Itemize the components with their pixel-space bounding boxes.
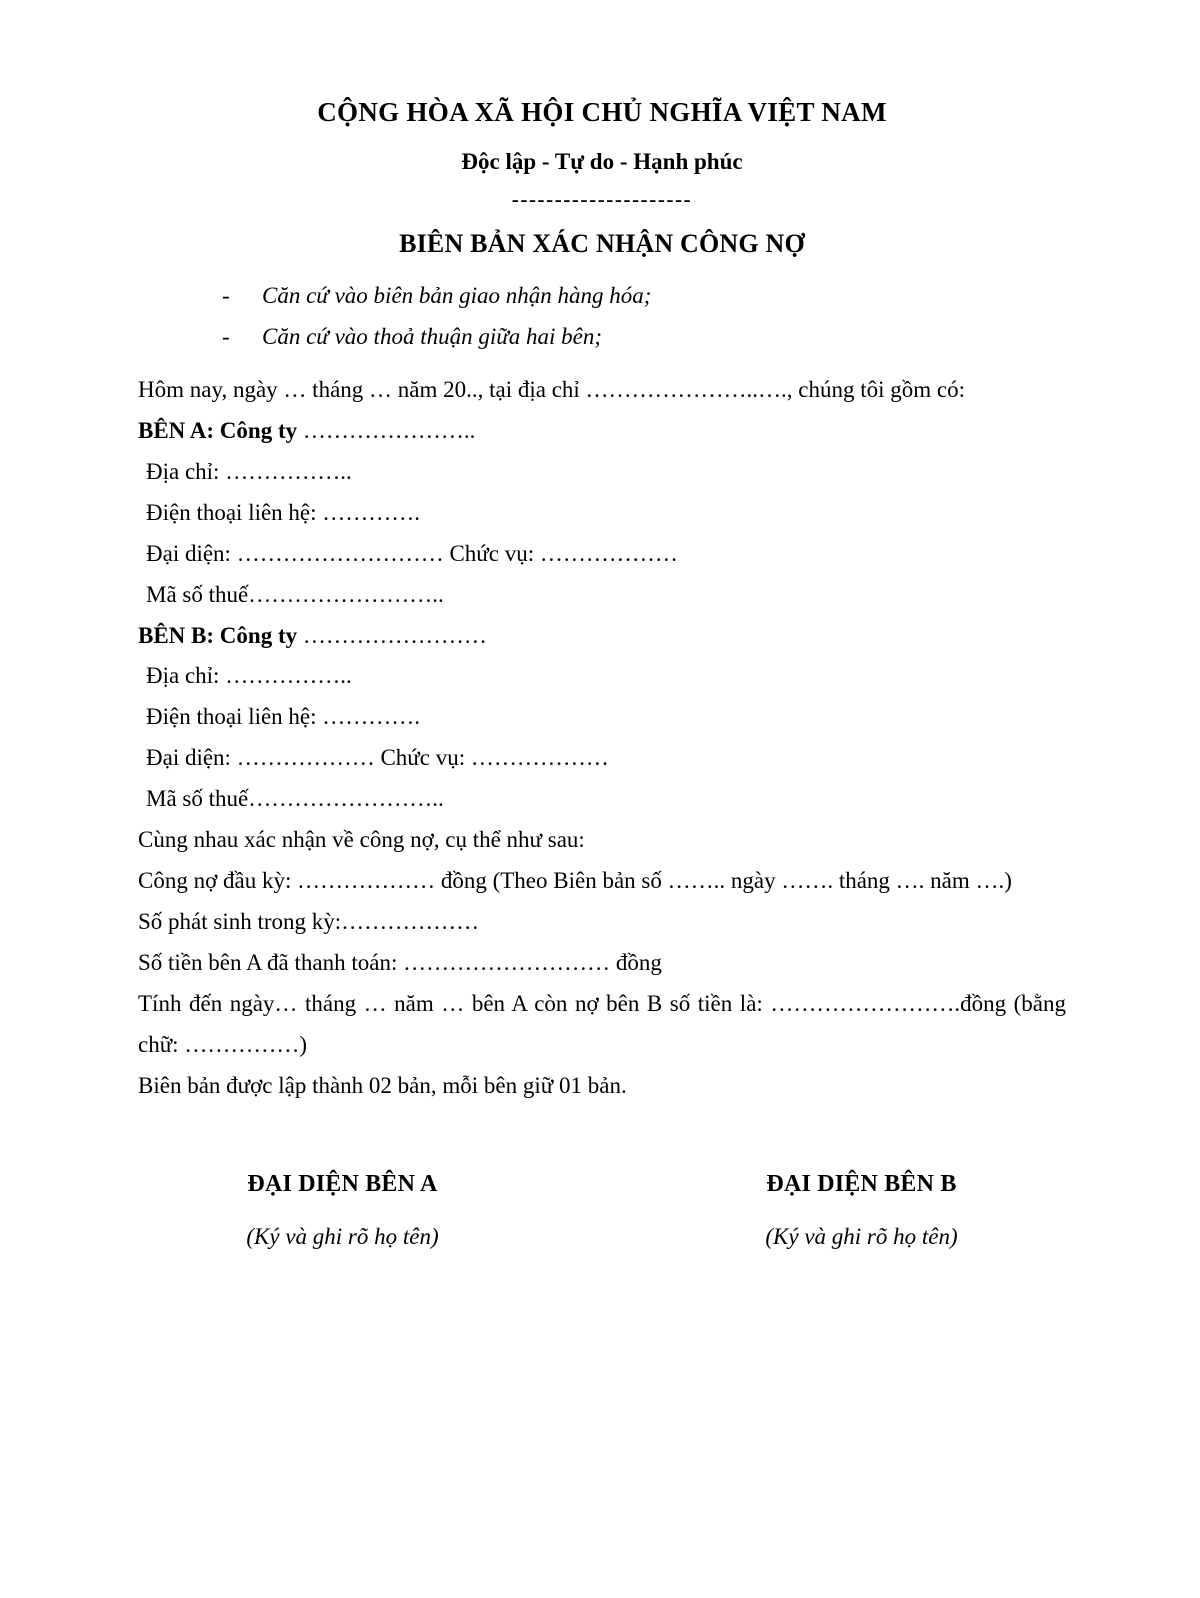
legal-basis-list [138, 276, 1066, 358]
bullet-dash: - [222, 323, 230, 349]
party-b-heading [138, 616, 1066, 657]
page-title: BIÊN BẢN XÁC NHẬN CÔNG NỢ [399, 228, 805, 258]
party-a-phone: Điện thoại liên hệ: …………. [146, 499, 421, 525]
copies-note-line: Biên bản được lập thành 02 bản, mỗi bên giữ 01 bản. [138, 1072, 627, 1098]
intro-paragraph: Hôm nay, ngày … tháng … năm 20.., tại địa chỉ …………………..…., chúng tôi gồm có: [138, 376, 966, 402]
document-content [138, 96, 1066, 1252]
period-arising-line: Số phát sinh trong kỳ:……………… [138, 909, 480, 935]
national-motto: Độc lập - Tự do - Hạnh phúc [461, 148, 743, 174]
signature-note-party-a: (Ký và ghi rõ họ tên) [246, 1223, 439, 1249]
legal-basis-text: Căn cứ vào biên bản giao nhận hàng hóa; [262, 283, 652, 308]
party-b-address: Địa chỉ: …………….. [146, 663, 352, 689]
party-a-label: BÊN A: Công ty [138, 417, 298, 443]
party-a-name-blank: ………………….. [297, 417, 476, 443]
party-b-phone: Điện thoại liên hệ: …………. [146, 704, 421, 730]
signature-block [138, 1169, 1066, 1252]
signature-column-party-b [611, 1169, 1066, 1252]
party-b-tax-code: Mã số thuế…………………….. [146, 786, 444, 812]
signature-column-party-a [138, 1169, 611, 1252]
list-item [138, 276, 1066, 317]
party-a-heading [138, 411, 1066, 452]
party-a-tax-code: Mã số thuế…………………….. [146, 581, 444, 607]
party-a-address: Địa chỉ: …………….. [146, 458, 352, 484]
party-b-label: BÊN B: Công ty [138, 622, 298, 648]
signature-title-party-a: ĐẠI DIỆN BÊN A [247, 1170, 438, 1197]
remaining-debt-line: Tính đến ngày… tháng … năm … bên A còn nợ bên B số tiền là: …………………….đồng (bằng chữ: ……………) [138, 990, 1066, 1057]
bullet-dash: - [222, 283, 230, 308]
signature-note-party-b: (Ký và ghi rõ họ tên) [765, 1223, 958, 1249]
signature-title-party-b: ĐẠI DIỆN BÊN B [766, 1170, 957, 1197]
paid-by-party-a-line: Số tiền bên A đã thanh toán: ……………………… đồng [138, 950, 662, 975]
list-item [138, 317, 1066, 358]
party-b-representative: Đại diện: ……………… Chức vụ: ……………… [146, 745, 609, 771]
party-b-name-blank: …………………… [297, 622, 487, 648]
party-a-representative: Đại diện: ……………………… Chức vụ: ……………… [146, 540, 678, 566]
confirmation-lead-in: Cùng nhau xác nhận về công nợ, cụ thể như sau: [138, 827, 585, 853]
header-separator: --------------------- [511, 186, 693, 211]
opening-balance-line: Công nợ đầu kỳ: ……………… đồng (Theo Biên bản số …….. ngày ……. tháng …. năm ….) [138, 868, 1012, 894]
national-title: CỘNG HÒA XÃ HỘI CHỦ NGHĨA VIỆT NAM [317, 97, 887, 127]
legal-basis-text: Căn cứ vào thoả thuận giữa hai bên; [262, 323, 603, 349]
